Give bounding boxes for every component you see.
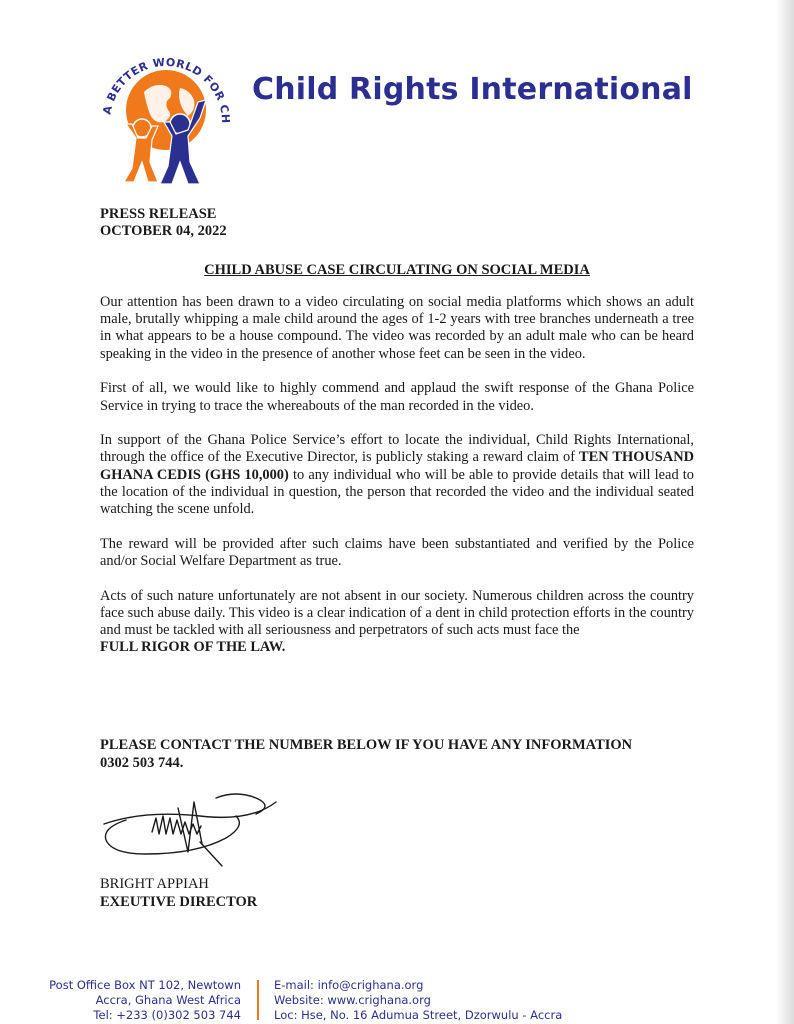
paragraph-4: The reward will be provided after such claims have been substantiated and verified by the Police and/or Social Welfare Department as true. (100, 535, 694, 569)
footer-address (49, 978, 241, 1023)
paragraph-5-text: Acts of such nature unfortunately are not absent in our society. Numerous children across the country face such abuse daily. This video is a clear indication of a dent in child protection efforts in the country and must be tackled with all seriousness and perpetrators of such acts must face the (100, 587, 694, 639)
footer-address-line-1: Post Office Box NT 102, Newtown (49, 978, 241, 992)
paragraph-3-text-b: to any individual who will be able to provide details that will lead to the location of the individual in question, the person that recorded the video and the individual seated watching the scene unfold. (100, 466, 694, 518)
contact-line: PLEASE CONTACT THE NUMBER BELOW IF YOU HAVE ANY INFORMATION (100, 737, 633, 753)
paragraph-5-emphasis: FULL RIGOR OF THE LAW. (100, 639, 286, 656)
release-date: OCTOBER 04, 2022 (100, 223, 227, 239)
paragraph-1: Our attention has been drawn to a video circulating on social media platforms which shows an adult male, brutally whipping a male child around the ages of 1-2 years with tree branches underneath a tree in what appears to be a house compound. The video was recorded by an adult male who can be heard speaking in the video in the presence of another whose feet can be seen in the video. (100, 294, 694, 362)
footer-phone: Tel: +233 (0)302 503 744 (93, 1008, 241, 1022)
document-title: CHILD ABUSE CASE CIRCULATING ON SOCIAL MEDIA (204, 262, 590, 278)
paragraph-3 (100, 432, 694, 518)
footer-contact (274, 978, 562, 1023)
reward-amount: TEN THOUSAND GHANA CEDIS (GHS 10,000) (100, 449, 694, 483)
document-body (100, 294, 694, 674)
footer-website: Website: www.crighana.org (274, 993, 431, 1007)
footer-address-line-2: Accra, Ghana West Africa (95, 993, 241, 1007)
handwritten-signature (96, 788, 286, 872)
organization-logo (96, 30, 234, 190)
signatory-block (100, 875, 257, 911)
footer-location: Loc: Hse, No. 16 Adumua Street, Dzorwulu - Accra (274, 1008, 563, 1022)
paragraph-5 (100, 588, 694, 657)
paragraph-3-text-a: In support of the Ghana Police Service’s effort to locate the individual, Child Rights International, through the office of the Executive Director, is publicly staking a reward claim of (100, 432, 694, 466)
page-edge-shadow (776, 0, 794, 1024)
contact-phone: 0302 503 744. (100, 755, 184, 771)
signatory-title: EXEUTIVE DIRECTOR (100, 894, 258, 910)
footer-email: E-mail: info@crighana.org (274, 978, 424, 992)
organization-name: Child Rights International (252, 72, 693, 107)
logo-arc-text: A BETTER WORLD FOR CH (100, 55, 233, 124)
release-label: PRESS RELEASE (100, 206, 217, 222)
logo-graphic (96, 30, 234, 190)
signatory-name: BRIGHT APPIAH (100, 876, 209, 892)
paragraph-2: First of all, we would like to highly commend and applaud the swift response of the Ghana Police Service in trying to trace the whereabouts of the man recorded in the video. (100, 380, 694, 414)
letterhead-footer (0, 974, 794, 1024)
footer-divider (257, 980, 259, 1020)
contact-notice (100, 736, 632, 772)
release-header (100, 206, 227, 240)
